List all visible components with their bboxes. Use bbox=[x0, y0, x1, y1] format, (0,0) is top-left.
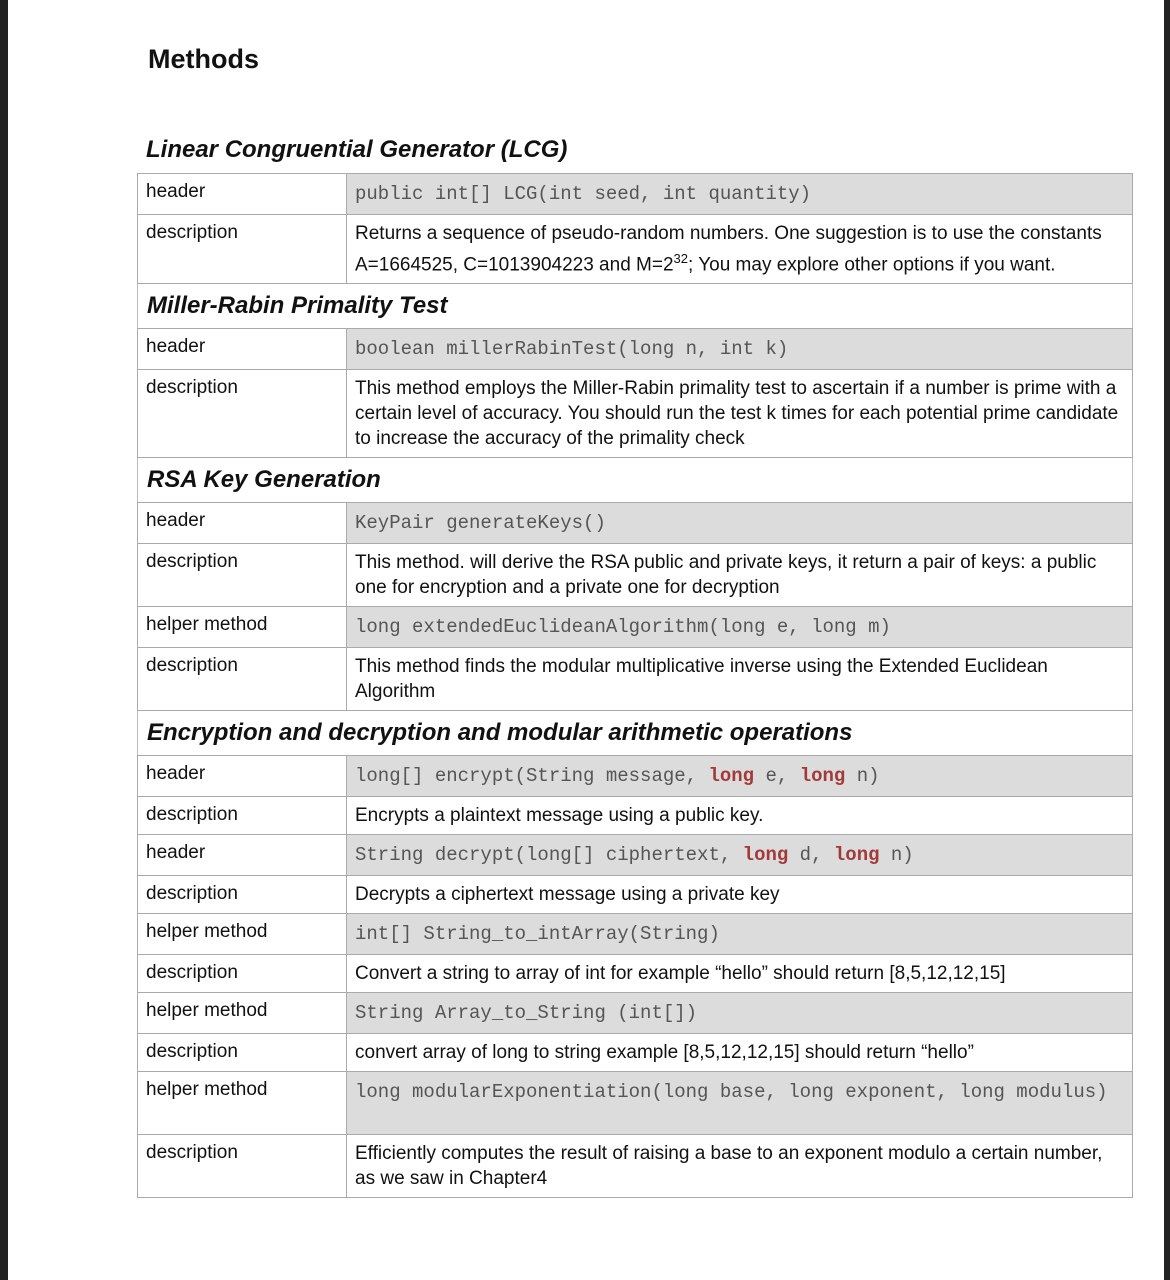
row-label: description bbox=[138, 648, 347, 711]
code-text: String decrypt(long[] ciphertext, bbox=[355, 844, 743, 867]
table-row bbox=[138, 648, 1133, 711]
table-row bbox=[138, 835, 1133, 876]
row-label: description bbox=[138, 876, 347, 914]
row-label: description bbox=[138, 544, 347, 607]
method-signature bbox=[347, 756, 1133, 797]
row-label: description bbox=[138, 215, 347, 284]
table-row bbox=[138, 955, 1133, 993]
table-row bbox=[138, 174, 1133, 215]
exponent: 32 bbox=[673, 251, 688, 266]
section-title-encryption-decryption: Encryption and decryption and modular arithmetic operations bbox=[137, 711, 1133, 755]
row-label: helper method bbox=[138, 607, 347, 648]
table-row bbox=[138, 503, 1133, 544]
table-row bbox=[138, 215, 1133, 284]
row-label: description bbox=[138, 797, 347, 835]
row-label: header bbox=[138, 835, 347, 876]
method-description: Decrypts a ciphertext message using a private key bbox=[347, 876, 1133, 914]
keyword: long bbox=[742, 844, 789, 867]
row-label: header bbox=[138, 503, 347, 544]
section-title-rsa-key-generation: RSA Key Generation bbox=[137, 458, 1133, 502]
code-text: n) bbox=[845, 765, 880, 788]
page-title: Methods bbox=[148, 44, 259, 74]
method-description: This method employs the Miller-Rabin primality test to ascertain if a number is prime with a certain level of accuracy. You should run the test k times for each potential prime candidate to increase the accuracy of the primality check bbox=[347, 370, 1133, 458]
method-signature: public int[] LCG(int seed, int quantity) bbox=[347, 174, 1133, 215]
table-row bbox=[138, 756, 1133, 797]
section-title-miller-rabin: Miller-Rabin Primality Test bbox=[137, 284, 1133, 328]
table-row bbox=[138, 607, 1133, 648]
right-edge-border bbox=[1164, 0, 1170, 1280]
code-text: e, bbox=[754, 765, 800, 788]
description-text: Returns a sequence of pseudo-random numbers. One suggestion is to use the constants A=1664525, C=1013904223 and M=2 bbox=[355, 223, 1102, 276]
keyword: long bbox=[708, 765, 755, 788]
table-row bbox=[138, 993, 1133, 1034]
table-row bbox=[138, 1034, 1133, 1072]
table-row bbox=[138, 370, 1133, 458]
table-row bbox=[138, 876, 1133, 914]
miller-rabin-table bbox=[137, 328, 1133, 458]
row-label: header bbox=[138, 756, 347, 797]
method-signature: int[] String_to_intArray(String) bbox=[347, 914, 1133, 955]
keyword: long bbox=[799, 765, 846, 788]
method-signature: long modularExponentiation(long base, long exponent, long modulus) bbox=[347, 1072, 1133, 1135]
row-label: helper method bbox=[138, 1072, 347, 1135]
method-description: Convert a string to array of int for example “hello” should return [8,5,12,12,15] bbox=[347, 955, 1133, 993]
method-signature: KeyPair generateKeys() bbox=[347, 503, 1133, 544]
method-description: This method. will derive the RSA public and private keys, it return a pair of keys: a public one for encryption and a private one for decryption bbox=[347, 544, 1133, 607]
rsa-keygen-table bbox=[137, 502, 1133, 711]
row-label: description bbox=[138, 955, 347, 993]
lcg-table bbox=[137, 173, 1133, 284]
method-signature bbox=[347, 835, 1133, 876]
method-signature: long extendedEuclideanAlgorithm(long e, long m) bbox=[347, 607, 1133, 648]
row-label: header bbox=[138, 329, 347, 370]
method-description: This method finds the modular multiplicative inverse using the Extended Euclidean Algorithm bbox=[347, 648, 1133, 711]
method-description bbox=[347, 215, 1133, 284]
encryption-table bbox=[137, 755, 1133, 1198]
method-description: Efficiently computes the result of raising a base to an exponent modulo a certain number, as we saw in Chapter4 bbox=[347, 1135, 1133, 1198]
row-label: helper method bbox=[138, 914, 347, 955]
method-signature: String Array_to_String (int[]) bbox=[347, 993, 1133, 1034]
methods-document bbox=[137, 135, 1133, 1198]
method-description: convert array of long to string example [8,5,12,12,15] should return “hello” bbox=[347, 1034, 1133, 1072]
row-label: description bbox=[138, 1034, 347, 1072]
left-edge-border bbox=[0, 0, 8, 1280]
code-text: long[] encrypt(String message, bbox=[355, 765, 709, 788]
row-label: description bbox=[138, 370, 347, 458]
table-row bbox=[138, 329, 1133, 370]
row-label: helper method bbox=[138, 993, 347, 1034]
table-row bbox=[138, 544, 1133, 607]
code-text: d, bbox=[788, 844, 834, 867]
table-row bbox=[138, 797, 1133, 835]
method-signature: boolean millerRabinTest(long n, int k) bbox=[347, 329, 1133, 370]
code-text: n) bbox=[879, 844, 914, 867]
section-title-lcg: Linear Congruential Generator (LCG) bbox=[146, 136, 568, 163]
row-label: description bbox=[138, 1135, 347, 1198]
table-row bbox=[138, 1072, 1133, 1135]
keyword: long bbox=[833, 844, 880, 867]
description-text: ; You may explore other options if you want. bbox=[688, 254, 1056, 276]
table-row bbox=[138, 1135, 1133, 1198]
method-description: Encrypts a plaintext message using a public key. bbox=[347, 797, 1133, 835]
table-row bbox=[138, 914, 1133, 955]
row-label: header bbox=[138, 174, 347, 215]
